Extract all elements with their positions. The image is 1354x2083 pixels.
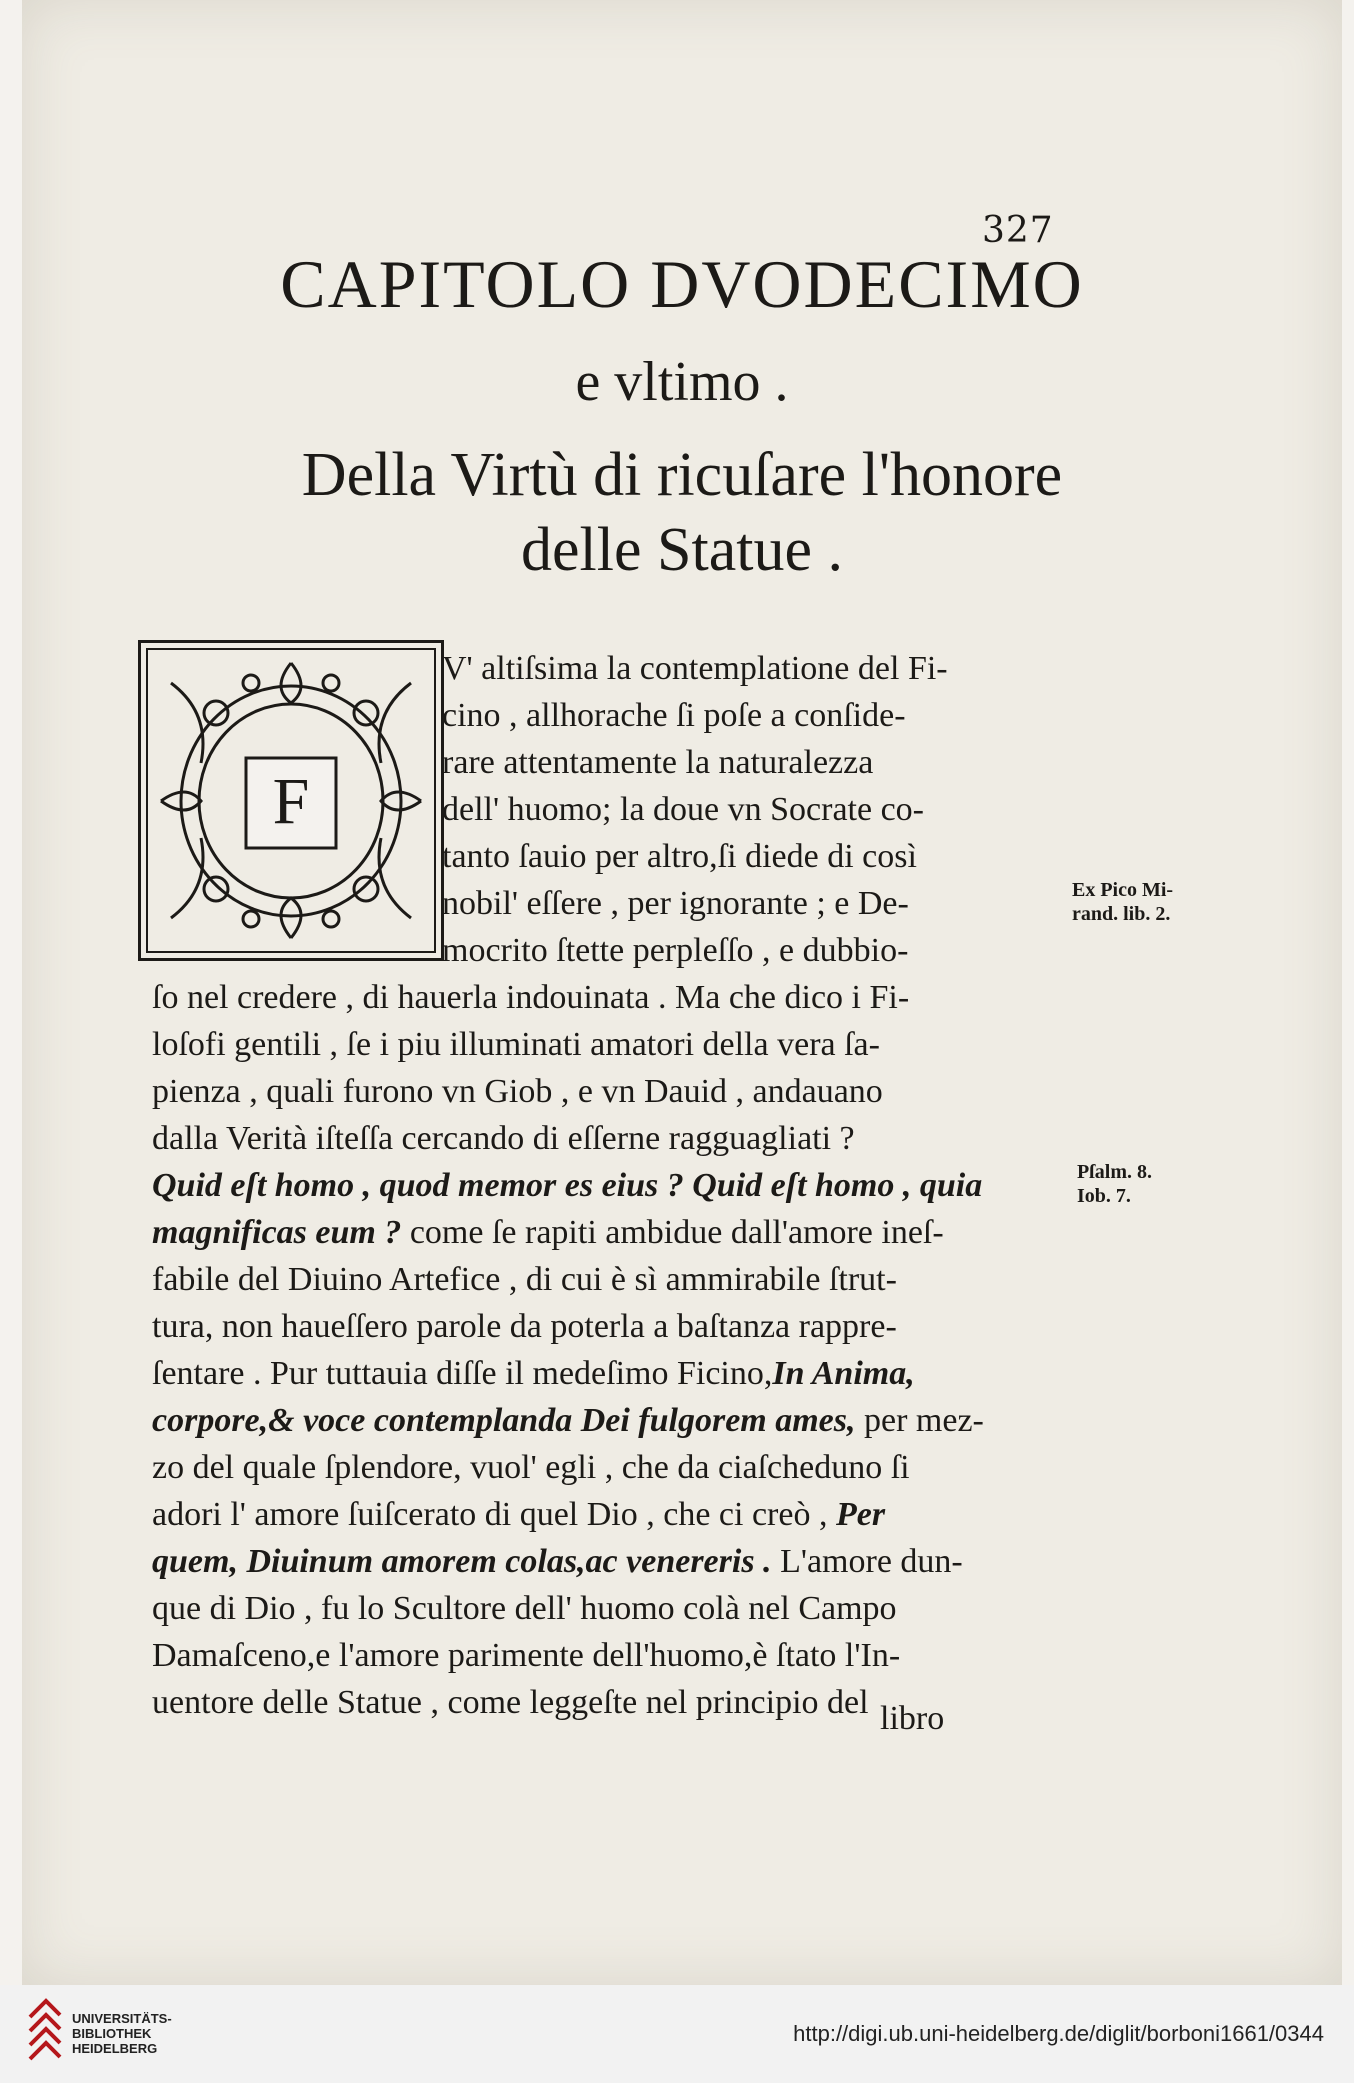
text-line — [152, 1637, 900, 1675]
text-line — [442, 932, 908, 970]
text-segment: fabile del Diuino Artefice , di cui è sì ammirabile ſtrut- — [152, 1261, 897, 1298]
page-number: 327 — [982, 210, 1054, 251]
text-segment: ſo nel credere , di hauerla indouinata . Ma che dico i Fi- — [152, 979, 910, 1016]
text-line — [152, 1214, 944, 1252]
text-segment: V' altiſsima la contemplatione del Fi- — [442, 650, 948, 687]
catchword: libro — [880, 1700, 945, 1737]
text-line — [152, 1026, 880, 1064]
text-line — [152, 1402, 984, 1440]
text-line — [152, 1120, 855, 1158]
text-segment: que di Dio , fu lo Scultore dell' huomo colà nel Campo — [152, 1590, 897, 1627]
latin-quotation: In Anima, — [772, 1355, 915, 1392]
text-segment: pienza , quali furono vn Giob , e vn Dauid , andauano — [152, 1073, 883, 1110]
latin-quotation: quem, Diuinum amorem colas,ac venereris . — [152, 1543, 772, 1580]
text-line — [442, 697, 906, 735]
logo-line: UNIVERSITÄTS- — [72, 2011, 172, 2026]
book-page — [22, 0, 1342, 1985]
margin-note-psalm — [1077, 1160, 1152, 1208]
text-segment: dell' huomo; la doue vn Socrate co- — [442, 791, 924, 828]
text-line — [152, 1449, 910, 1487]
library-logo-text — [72, 2011, 172, 2056]
initial-letter: F — [272, 765, 310, 838]
logo-line: BIBLIOTHEK — [72, 2026, 152, 2041]
text-line — [152, 1073, 883, 1111]
source-url[interactable]: http://digi.ub.uni-heidelberg.de/diglit/borboni1661/0344 — [793, 2021, 1324, 2046]
chapter-subtitle: Della Virtù di ricuſare l'honore — [301, 441, 1063, 509]
text-segment: zo del quale ſplendore, vuol' egli , che da ciaſcheduno ſi — [152, 1449, 910, 1486]
text-line — [152, 979, 909, 1017]
text-segment: L'amore dun- — [771, 1543, 963, 1580]
text-line — [152, 1167, 982, 1205]
decorated-initial — [138, 640, 444, 961]
text-segment: loſofi gentili , ſe i piu illuminati amatori della vera ſa- — [152, 1026, 880, 1063]
text-line — [442, 744, 873, 782]
text-line — [152, 1684, 869, 1722]
chapter-subtitle-line2: delle Statue . — [521, 516, 843, 584]
logo-line: HEIDELBERG — [72, 2041, 158, 2056]
text-segment: adori l' amore ſuiſcerato di quel Dio , che ci creò , — [152, 1496, 828, 1533]
text-segment: tanto ſauio per altro,ſi diede di così — [442, 838, 917, 875]
text-line — [152, 1355, 915, 1393]
text-line — [442, 838, 917, 876]
margin-note-line: Iob. 7. — [1077, 1185, 1131, 1207]
text-line — [152, 1308, 897, 1346]
text-segment: mocrito ſtette perpleſſo , e dubbio- — [442, 932, 909, 969]
text-line — [442, 885, 909, 923]
latin-quotation: Quid eſt homo , quod memor es eius ? Quid eſt homo , quia — [152, 1167, 983, 1204]
text-line — [152, 1543, 963, 1581]
latin-quotation: Per — [827, 1496, 886, 1533]
chapter-title-line2: e vltimo . — [575, 351, 789, 413]
latin-quotation: magnificas eum ? — [152, 1214, 402, 1251]
chapter-title: CAPITOLO DVODECIMO — [280, 246, 1084, 322]
text-line — [152, 1261, 897, 1299]
margin-note-pico — [1072, 878, 1173, 926]
text-segment: come ſe rapiti ambidue dall'amore ineſ- — [401, 1214, 944, 1251]
text-segment: dalla Verità iſteſſa cercando di eſſerne ragguagliati ? — [152, 1120, 855, 1157]
latin-quotation: corpore,& voce contemplanda Dei fulgorem ames, — [152, 1402, 856, 1439]
margin-note-line: Ex Pico Mi- — [1072, 879, 1174, 901]
text-line — [442, 650, 948, 688]
text-segment: cino , allhorache ſi poſe a conſide- — [442, 697, 906, 734]
margin-note-line: Pſalm. 8. — [1077, 1161, 1152, 1183]
library-logo-icon — [26, 1997, 64, 2067]
text-segment: ſentare . Pur tuttauia diſſe il medeſimo Ficino, — [152, 1355, 773, 1392]
text-segment: tura, non haueſſero parole da poterla a baſtanza rappre- — [152, 1308, 897, 1345]
text-segment: uentore delle Statue , come leggeſte nel principio del — [152, 1684, 869, 1721]
text-segment: per mez- — [855, 1402, 984, 1439]
text-line — [152, 1590, 897, 1628]
text-segment: nobil' eſſere , per ignorante ; e De- — [442, 885, 909, 922]
floral-wreath-icon — [141, 643, 441, 958]
margin-note-line: rand. lib. 2. — [1072, 903, 1171, 925]
text-segment: Damaſceno,e l'amore parimente dell'huomo,è ſtato l'In- — [152, 1637, 901, 1674]
text-line — [442, 791, 924, 829]
text-segment: rare attentamente la naturalezza — [442, 744, 874, 781]
text-line — [152, 1496, 885, 1534]
